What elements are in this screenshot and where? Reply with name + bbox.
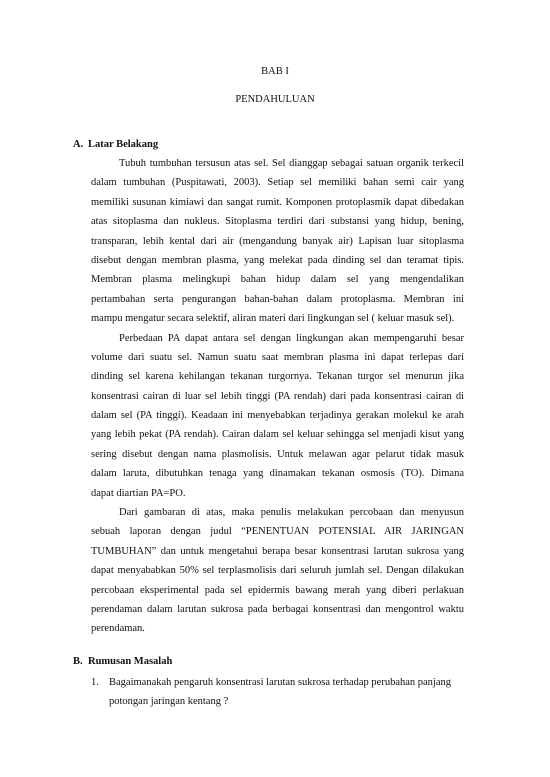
chapter-title: PENDAHULUAN	[235, 94, 315, 105]
paragraph-line: disebut dengan membran plasma, yang melekat pada dinding sel dan teramat tipis.	[91, 254, 464, 266]
paragraph-line: Perbedaan PA dapat antara sel dengan lingkungan akan mempengaruhi besar	[119, 332, 464, 344]
paragraph-line: sering disebut dengan nama plasmolisis. Untuk melawan agar pelarut tidak masuk	[91, 448, 464, 460]
paragraph-line: Dari gambaran di atas, maka penulis melakukan percobaan dan menyusun	[119, 507, 464, 519]
paragraph-line: konsentrasi cairan di luar sel lebih tinggi (PA rendah) dari pada konsentrasi cairan di	[91, 390, 464, 402]
paragraph-line: memiliki susunan kimiawi dan sangat rumit. Komponen protoplasmik dapat dibedakan	[91, 196, 464, 208]
paragraph-line: perendaman.	[91, 623, 145, 635]
chapter-number: BAB I	[261, 66, 289, 77]
paragraph-line: dalam laruta, dibutuhkan tenaga yang dinamakan tekanan osmosis (TO). Dimana	[91, 468, 464, 480]
paragraph-line: yang lebih pekat (PA rendah). Cairan dalam sel keluar sehingga sel menjadi kisut yang	[91, 429, 464, 441]
paragraph-line: Tubuh tumbuhan tersusun atas sel. Sel dianggap sebagai satuan organik terkecil	[119, 158, 464, 169]
paragraph-line: TUMBUHAN” dan untuk mengetahui berapa besar konsentrasi larutan sukrosa yang	[91, 545, 464, 557]
list-item-number: 1.	[91, 677, 99, 688]
list-item-line: potongan jaringan kentang ?	[109, 696, 229, 708]
paragraph	[91, 503, 464, 639]
problem-list	[91, 673, 486, 712]
section-heading-a	[73, 139, 158, 150]
paragraph	[91, 154, 464, 329]
section-a-body	[91, 154, 464, 639]
paragraph-line: perendaman dalam larutan sukrosa pada berbagai konsentrasi dan mengontrol waktu	[91, 603, 464, 615]
section-marker: B.	[73, 656, 83, 667]
paragraph-line: dapat diartian PA=PO.	[91, 487, 186, 499]
paragraph-line: dapat menyababkan 50% sel terplasmolisis dari seluruh jumlah sel. Dengan dilakukan	[91, 565, 464, 577]
paragraph-line: percobaan eksperimental pada sel epidermis bawang merah yang diberi perlakuan	[91, 584, 464, 596]
paragraph-line: dalam sel (PA tinggi). Keadaan ini menyebabkan terjadinya gerakan molekul ke arah	[91, 410, 464, 422]
paragraph-line: mampu mengatur secara selektif, aliran materi dari lingkungan sel ( keluar masuk sel).	[91, 313, 455, 325]
paragraph-line: dinding sel karena kehilangan tekanan turgornya. Tekanan turgor sel menurun jika	[91, 371, 464, 383]
paragraph-line: volume dari suatu sel. Namun suatu saat membran plasma ini dapat terlepas dari	[91, 351, 464, 363]
section-heading-text: Latar Belakang	[88, 139, 159, 150]
list-item-line: Bagaimanakah pengaruh konsentrasi larutan sukrosa terhadap perubahan panjang	[109, 677, 451, 688]
section-heading-text: Rumusan Masalah	[88, 656, 173, 667]
section-heading-b	[73, 656, 172, 667]
paragraph-line: atas sitoplasma dan nukleus. Sitoplasma terdiri dari substansi yang hidup, bening,	[91, 216, 464, 228]
section-marker: A.	[73, 139, 84, 150]
paragraph-line: pertambahan serta pengurangan bahan-bahan dalam protoplasma. Membran ini	[91, 293, 464, 305]
paragraph-line: transparan, lebih kental dari air (mengandung banyak air) Lapisan luar sitoplasma	[91, 235, 464, 247]
paragraph	[91, 329, 464, 504]
list-item	[91, 673, 486, 712]
paragraph-line: Membran plasma melingkupi bahan hidup dalam sel yang mengendalikan	[91, 274, 464, 286]
paragraph-line: dalam tumbuhan (Puspitawati, 2003). Setiap sel memiliki bahan semi cair yang	[91, 177, 464, 189]
paragraph-line: sebuah laporan dengan judul “PENENTUAN POTENSIAL AIR JARINGAN	[91, 526, 464, 538]
